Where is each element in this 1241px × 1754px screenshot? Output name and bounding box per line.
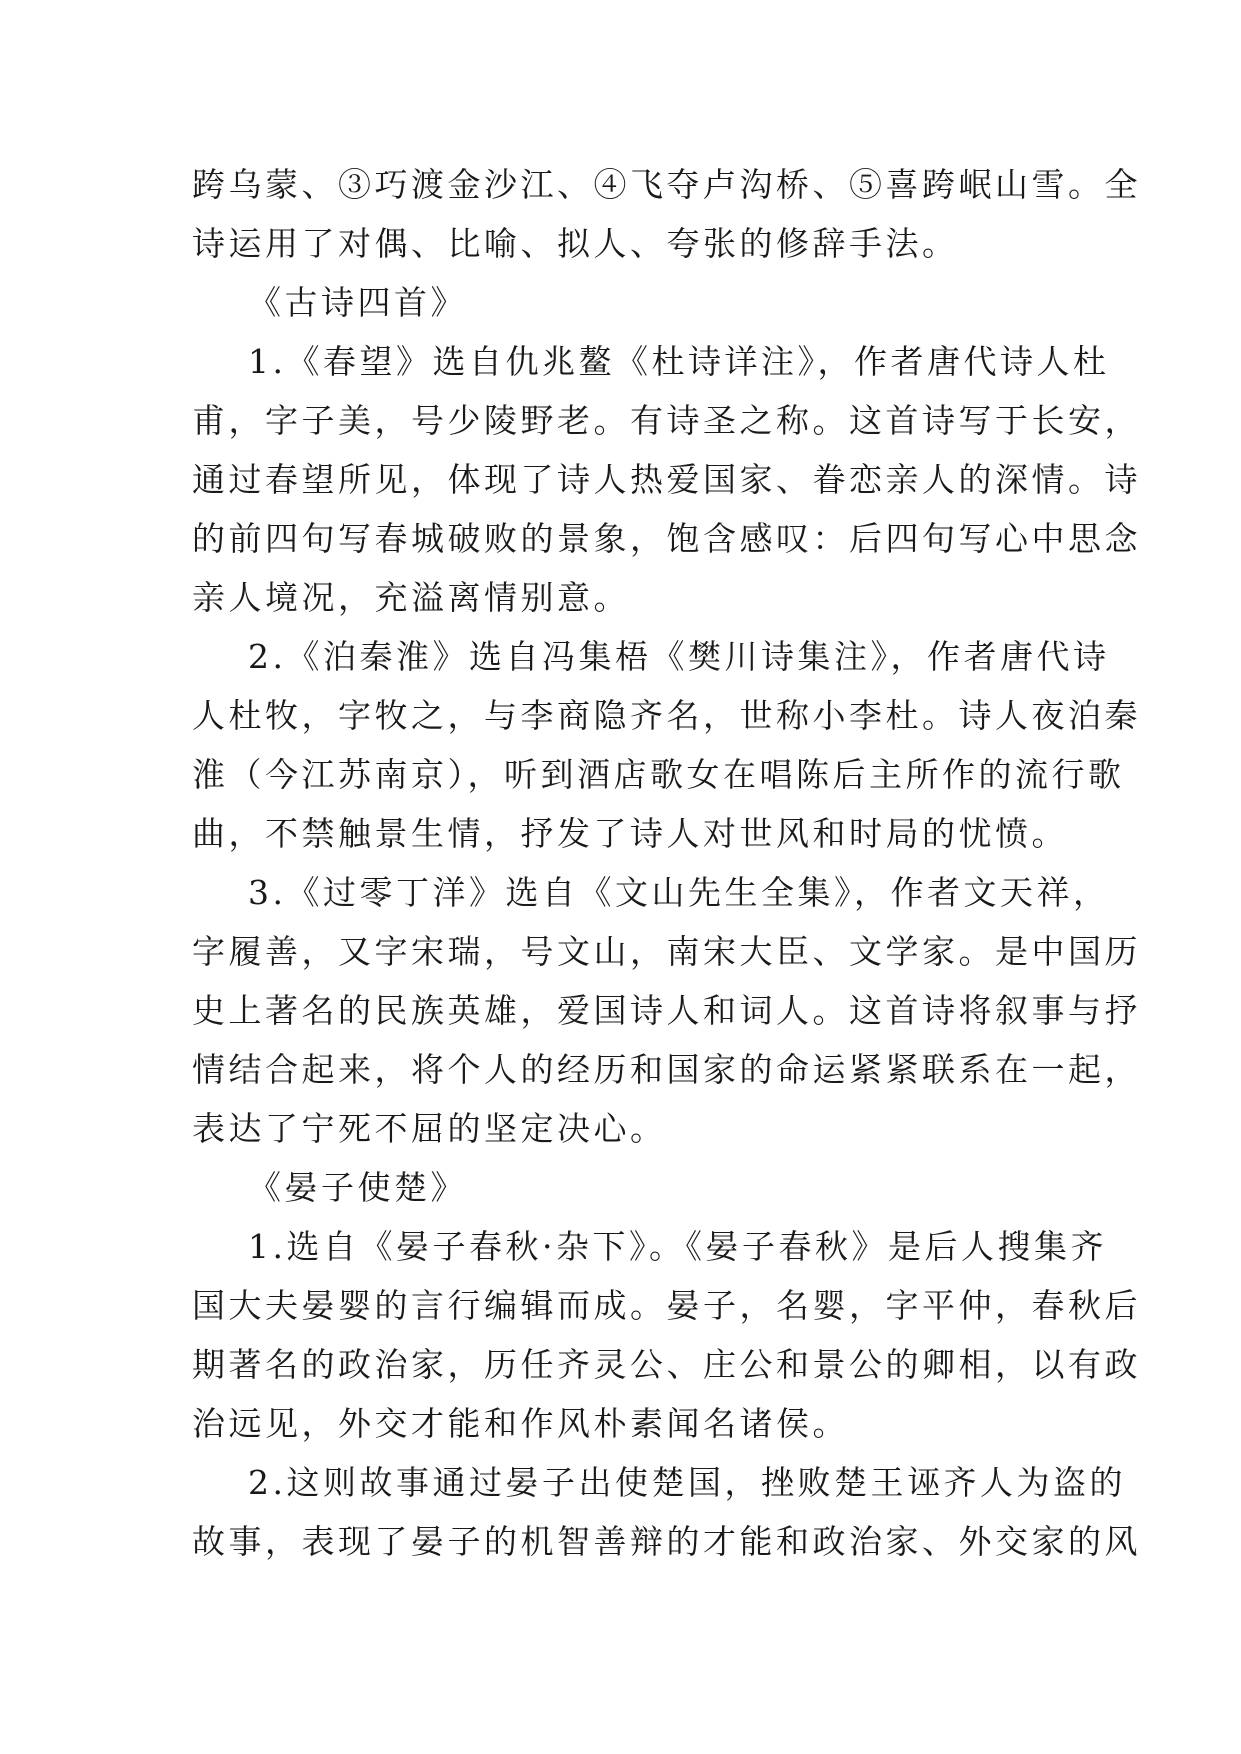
text-line: 通过春望所见，体现了诗人热爱国家、眷恋亲人的深情。诗 [192,460,1141,499]
text-line: 1.选自《晏子春秋·杂下》。《晏子春秋》是后人搜集齐 [248,1227,1107,1266]
text-line: 史上著名的民族英雄，爱国诗人和词人。这首诗将叙事与抒 [192,991,1141,1030]
text-line: 故事，表现了晏子的机智善辩的才能和政治家、外交家的风 [192,1522,1141,1561]
text-line: 诗运用了对偶、比喻、拟人、夸张的修辞手法。 [192,224,959,263]
text-line: 治远见，外交才能和作风朴素闻名诸侯。 [192,1404,849,1443]
text-line: 甫，字子美，号少陵野老。有诗圣之称。这首诗写于长安， [192,401,1141,440]
text-line: 的前四句写春城破败的景象，饱含感叹：后四句写心中思念 [192,519,1141,558]
text-line: 1.《春望》选自仇兆鳌《杜诗详注》，作者唐代诗人杜 [248,342,1110,381]
text-line: 2.这则故事通过晏子出使楚国，挫败楚王诬齐人为盗的 [248,1463,1126,1502]
text-line: 2.《泊秦淮》选自冯集梧《樊川诗集注》，作者唐代诗 [248,637,1110,676]
text-line: 亲人境况，充溢离情别意。 [192,578,630,617]
text-line: 人杜牧，字牧之，与李商隐齐名，世称小李杜。诗人夜泊秦 [192,696,1141,735]
text-line: 国大夫晏婴的言行编辑而成。晏子，名婴，字平仲，春秋后 [192,1286,1141,1325]
text-line: 曲，不禁触景生情，抒发了诗人对世风和时局的忧愤。 [192,814,1068,853]
section-heading: 《古诗四首》 [248,283,467,322]
text-line: 期著名的政治家，历任齐灵公、庄公和景公的卿相，以有政 [192,1345,1141,1384]
text-line: 字履善，又字宋瑞，号文山，南宋大臣、文学家。是中国历 [192,932,1141,971]
text-line: 表达了宁死不屈的坚定决心。 [192,1109,667,1148]
text-line: 跨乌蒙、③巧渡金沙江、④飞夺卢沟桥、⑤喜跨岷山雪。全 [192,165,1141,204]
text-line: 3.《过零丁洋》选自《文山先生全集》，作者文天祥， [248,873,1110,912]
text-line: 情结合起来，将个人的经历和国家的命运紧紧联系在一起， [192,1050,1141,1089]
text-line: 淮（今江苏南京），听到酒店歌女在唱陈后主所作的流行歌 [192,755,1125,794]
section-heading: 《晏子使楚》 [248,1168,467,1207]
